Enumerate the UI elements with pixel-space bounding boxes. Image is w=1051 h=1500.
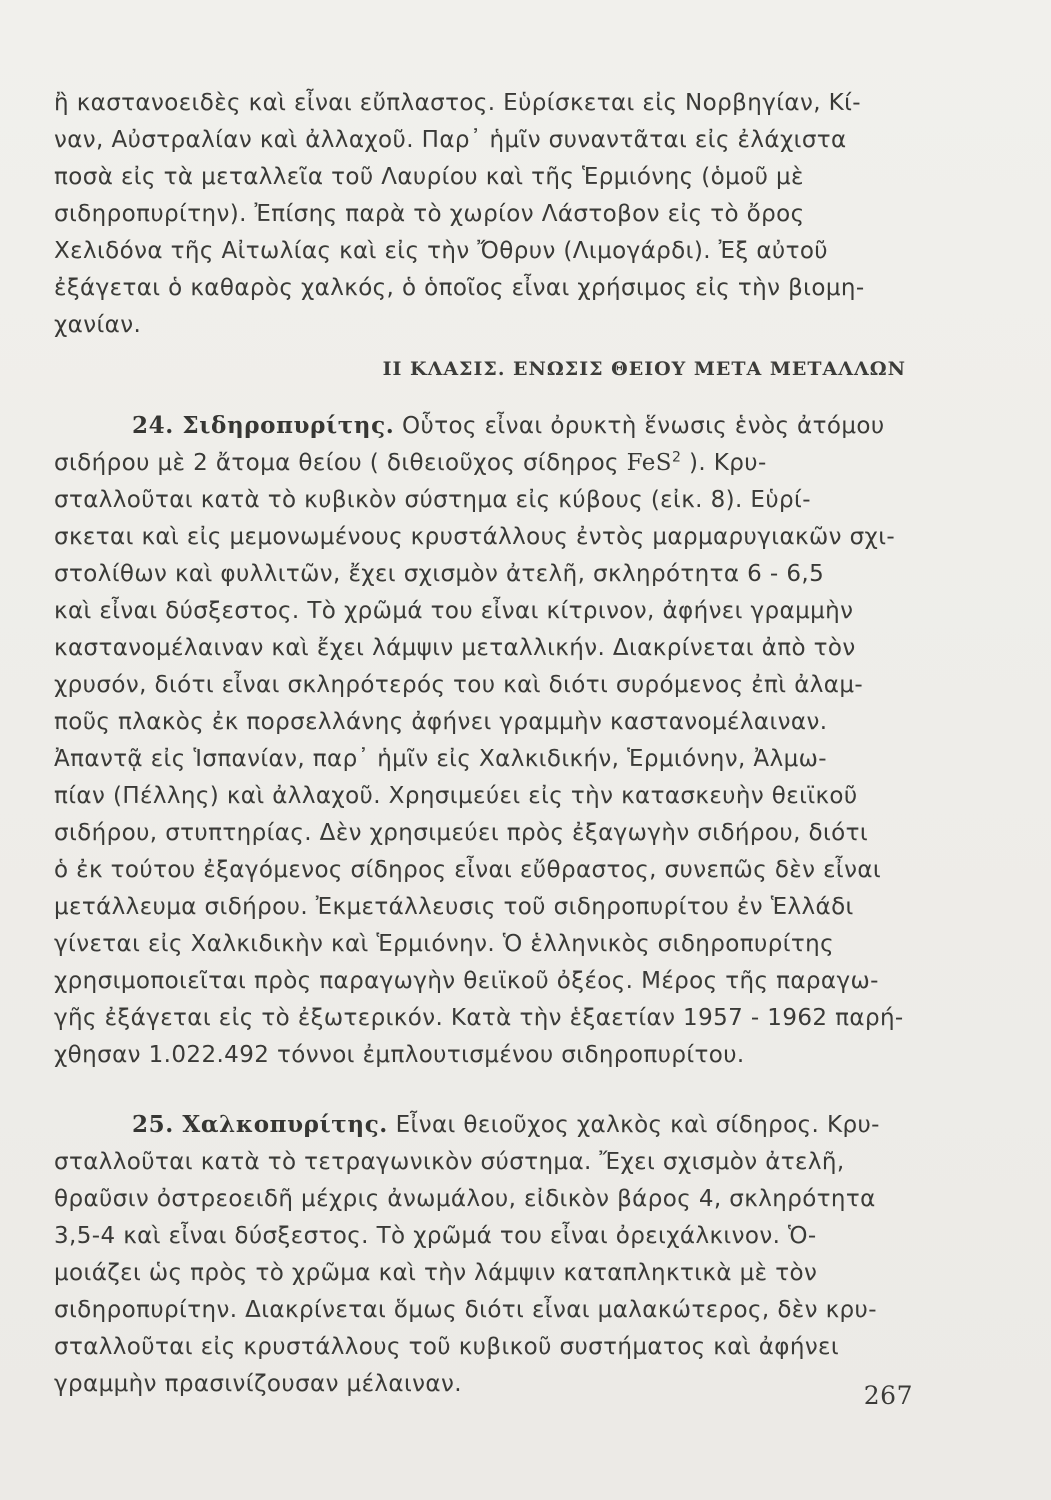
paragraph-1-line: σιδηροπυρίτην). Ἐπίσης παρὰ τὸ χωρίον Λάστοβον εἰς τὸ ὄρος bbox=[54, 201, 805, 227]
entry-24-first-line-text: Οὗτος εἶναι ὀρυκτὴ ἕνωσις ἑνὸς ἀτόμου bbox=[394, 413, 885, 439]
entry-24-formula-prefix: σιδήρου μὲ 2 ἄτομα θείου ( διθειοῦχος σίδηρος bbox=[54, 450, 627, 476]
entry-24-line: καστανομέλαιναν καὶ ἔχει λάμψιν μεταλλικήν. Διακρίνεται ἀπὸ τὸν bbox=[54, 635, 856, 661]
entry-25-line: σταλλοῦται κατὰ τὸ τετραγωνικὸν σύστημα. Ἔχει σχισμὸν ἀτελῆ, bbox=[54, 1149, 845, 1175]
chemical-formula-index: 2 bbox=[671, 449, 682, 466]
entry-24-line: σταλλοῦται κατὰ τὸ κυβικὸν σύστημα εἰς κύβους (εἰκ. 8). Εὑρί- bbox=[54, 487, 811, 513]
entry-25-line: μοιάζει ὡς πρὸς τὸ χρῶμα καὶ τὴν λάμψιν καταπληκτικὰ μὲ τὸν bbox=[54, 1260, 818, 1286]
entry-24-line: μετάλλευμα σιδήρου. Ἐκμετάλλευσις τοῦ σιδηροπυρίτου ἐν Ἑλλάδι bbox=[54, 894, 854, 920]
entry-24-line: ποῦς πλακὸς ἐκ πορσελλάνης ἀφήνει γραμμὴν καστανομέλαιναν. bbox=[54, 709, 828, 735]
page-number: 267 bbox=[863, 1381, 913, 1410]
paragraph-1-line: ποσὰ εἰς τὰ μεταλλεῖα τοῦ Λαυρίου καὶ τῆς Ἑρμιόνης (ὁμοῦ μὲ bbox=[54, 164, 804, 190]
entry-24-line: καὶ εἶναι δύσξεστος. Τὸ χρῶμά του εἶναι κίτρινον, ἀφήνει γραμμὴν bbox=[54, 598, 854, 624]
entry-24-line: χρησιμοποιεῖται πρὸς παραγωγὴν θειϊκοῦ ὀξέος. Μέρος τῆς παραγω- bbox=[54, 968, 879, 994]
entry-25-line: σιδηροπυρίτην. Διακρίνεται ὅμως διότι εἶναι μαλακώτερος, δὲν κρυ- bbox=[54, 1297, 877, 1323]
paragraph-1-line: ἢ καστανοειδὲς καὶ εἶναι εὔπλαστος. Εὑρίσκεται εἰς Νορβηγίαν, Κί- bbox=[54, 90, 861, 116]
paragraph-1-line: ἐξάγεται ὁ καθαρὸς χαλκός, ὁ ὁποῖος εἶναι χρήσιμος εἰς τὴν βιομη- bbox=[54, 275, 865, 301]
entry-24-line: σιδήρου, στυπτηρίας. Δὲν χρησιμεύει πρὸς ἐξαγωγὴν σιδήρου, διότι bbox=[54, 820, 869, 846]
chemical-formula: FeS bbox=[626, 450, 672, 476]
entry-25-first-line-text: Εἶναι θειοῦχος χαλκὸς καὶ σίδηρος. Κρυ- bbox=[387, 1112, 880, 1138]
entry-24-line: γῆς ἐξάγεται εἰς τὸ ἐξωτερικόν. Κατὰ τὴν ἑξαετίαν 1957 - 1962 παρή- bbox=[54, 1005, 904, 1031]
entry-25-line: θραῦσιν ὀστρεοειδῆ μέχρις ἀνωμάλου, εἰδικὸν βάρος 4, σκληρότητα bbox=[54, 1186, 876, 1212]
entry-24-line: στολίθων καὶ φυλλιτῶν, ἔχει σχισμὸν ἀτελῆ, σκληρότητα 6 - 6,5 bbox=[54, 561, 825, 587]
entry-24-first-line bbox=[132, 409, 885, 443]
entry-24-formula-line bbox=[54, 446, 767, 480]
entry-25-first-line bbox=[132, 1108, 880, 1142]
paragraph-1-line: χανίαν. bbox=[54, 312, 142, 338]
paragraph-1-line: ναν, Αὐστραλίαν καὶ ἀλλαχοῦ. Παρ᾽ ἡμῖν συναντᾶται εἰς ἐλάχιστα bbox=[54, 127, 847, 153]
paragraph-1-line: Χελιδόνα τῆς Αἰτωλίας καὶ εἰς τὴν Ὄθρυν (Λιμογάρδι). Ἐξ αὐτοῦ bbox=[54, 238, 829, 264]
class-heading: II ΚΛΑΣΙΣ. ΕΝΩΣΙΣ ΘΕΙΟΥ ΜΕΤΑ ΜΕΤΑΛΛΩΝ bbox=[382, 358, 906, 380]
entry-24-line: Ἀπαντᾷ εἰς Ἱσπανίαν, παρ᾽ ἡμῖν εἰς Χαλκιδικήν, Ἑρμιόνην, Ἀλμω- bbox=[54, 746, 827, 772]
entry-24-line: γίνεται εἰς Χαλκιδικὴν καὶ Ἑρμιόνην. Ὁ ἑλληνικὸς σιδηροπυρίτης bbox=[54, 931, 835, 957]
entry-25-line: γραμμὴν πρασινίζουσαν μέλαιναν. bbox=[54, 1371, 462, 1397]
entry-24-line: χθησαν 1.022.492 τόννοι ἐμπλουτισμένου σιδηροπυρίτου. bbox=[54, 1042, 745, 1068]
entry-25-line: σταλλοῦται εἰς κρυστάλλους τοῦ κυβικοῦ συστήματος καὶ ἀφήνει bbox=[54, 1334, 840, 1360]
entry-25-line: 3,5-4 καὶ εἶναι δύσξεστος. Τὸ χρῶμά του εἶναι ὀρειχάλκινον. Ὁ- bbox=[54, 1223, 817, 1249]
entry-25-title: 25. Χαλκοπυρίτης. bbox=[132, 1111, 388, 1138]
entry-24-line: σκεται καὶ εἰς μεμονωμένους κρυστάλλους ἐντὸς μαρμαρυγιακῶν σχι- bbox=[54, 524, 896, 550]
entry-24-line: χρυσόν, διότι εἶναι σκληρότερός του καὶ διότι συρόμενος ἐπὶ ἀλαμ- bbox=[54, 672, 864, 698]
entry-24-title: 24. Σιδηροπυρίτης. bbox=[132, 412, 395, 439]
entry-24-line: πίαν (Πέλλης) καὶ ἀλλαχοῦ. Χρησιμεύει εἰς τὴν κατασκευὴν θειϊκοῦ bbox=[54, 783, 858, 809]
entry-24-line: ὁ ἐκ τούτου ἐξαγόμενος σίδηρος εἶναι εὔθραστος, συνεπῶς δὲν εἶναι bbox=[54, 857, 882, 883]
entry-24-formula-suffix: ). Κρυ- bbox=[681, 450, 767, 476]
